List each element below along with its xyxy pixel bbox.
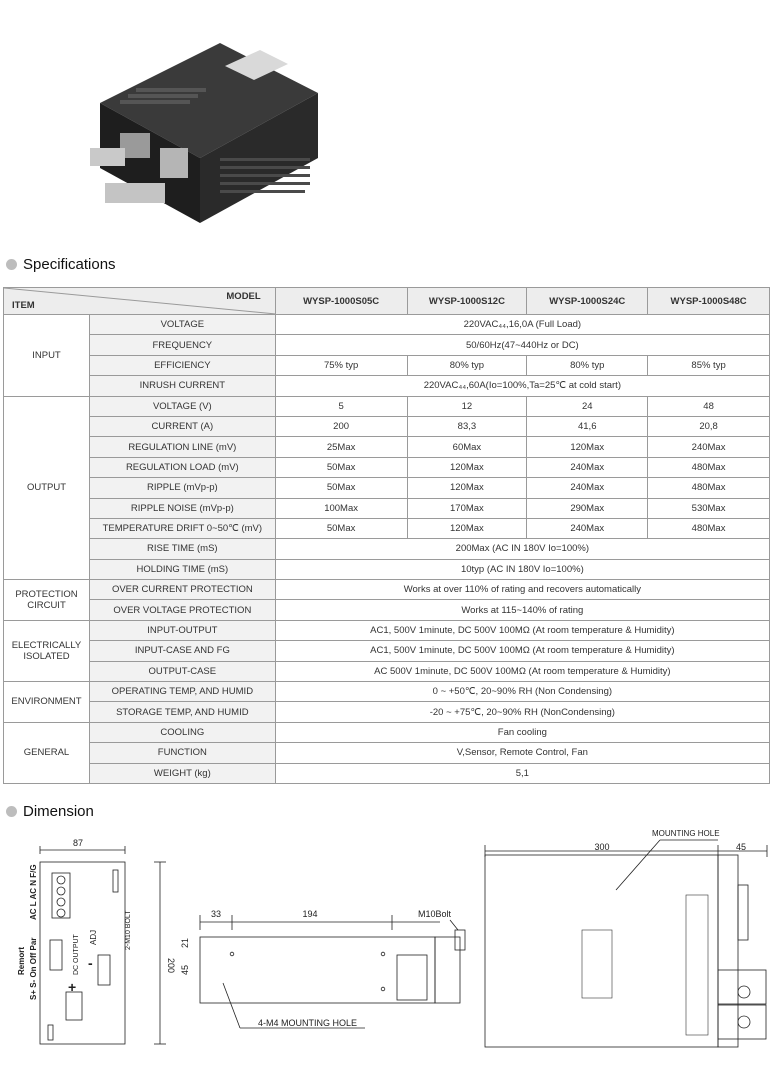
item-header: ITEM [12,300,35,311]
row-value: 50/60Hz(47~440Hz or DC) [275,335,769,355]
specifications-title: Specifications [23,256,116,273]
cell: 50Max [275,478,407,498]
front-remote-sub: S+ S- On Off Par [29,937,38,1000]
row-label: RISE TIME (mS) [89,539,275,559]
cell: 240Max [648,437,770,457]
group-protection: PROTECTION CIRCUIT [4,580,90,621]
cell: 240Max [527,478,648,498]
row-value: Works at 115~140% of rating [275,600,769,620]
cell: 200 [275,416,407,436]
cell: 50Max [275,518,407,538]
row-label: REGULATION LINE (mV) [89,437,275,457]
row-label: OUTPUT-CASE [89,661,275,681]
row-value: 0 ~ +50℃, 20~90% RH (Non Condensing) [275,682,769,702]
side-d33-label: 33 [210,909,222,919]
front-dc-output: DC OUTPUT [73,934,80,975]
row-label: COOLING [89,722,275,742]
front-view [40,846,166,1044]
row-label: HOLDING TIME (mS) [89,559,275,579]
cell: 480Max [648,478,770,498]
side-view [200,915,465,1028]
side-d45-label: 45 [180,964,190,975]
side-bolt-label: M10Bolt [418,909,452,919]
cell: 24 [527,396,648,416]
row-label: INRUSH CURRENT [89,376,275,396]
cell: 83,3 [407,416,527,436]
side-d21-label: 21 [180,937,190,948]
row-label: EFFICIENCY [89,355,275,375]
front-bolt-label: 2-M10 BOLT [125,910,132,950]
front-adj-label: ADJ [89,929,98,945]
front-remote-label: Remort [17,946,26,975]
cell: 20,8 [648,416,770,436]
row-label: INPUT-OUTPUT [89,620,275,640]
model-col-3: WYSP-1000S24C [527,288,648,315]
cell: 48 [648,396,770,416]
cell: 25Max [275,437,407,457]
cell: 120Max [527,437,648,457]
cell: 12 [407,396,527,416]
row-label: OVER VOLTAGE PROTECTION [89,600,275,620]
cell: 240Max [527,457,648,477]
top-d45-label: 45 [736,842,747,852]
dimension-title: Dimension [23,803,94,820]
top-d300-label: 300 [594,842,610,852]
row-label: CURRENT (A) [89,416,275,436]
group-environment: ENVIRONMENT [4,682,90,723]
cell: 530Max [648,498,770,518]
row-value: 5,1 [275,763,769,783]
row-label: OPERATING TEMP, AND HUMID [89,682,275,702]
row-label: TEMPERATURE DRIFT 0~50℃ (mV) [89,518,275,538]
model-col-4: WYSP-1000S48C [648,288,770,315]
row-label: INPUT-CASE AND FG [89,641,275,661]
group-general: GENERAL [4,722,90,783]
group-output: OUTPUT [4,396,90,580]
top-view [485,840,767,1047]
row-value: -20 ~ +75℃, 20~90% RH (NonCondensing) [275,702,769,722]
cell: 170Max [407,498,527,518]
front-width-label: 87 [72,838,84,848]
front-plus-sign: + [68,979,77,995]
front-height-label: 200 [166,958,176,974]
cell: 85% typ [648,355,770,375]
row-value: 10typ (AC IN 180V Io=100%) [275,559,769,579]
row-label: FREQUENCY [89,335,275,355]
row-label: WEIGHT (kg) [89,763,275,783]
front-minus-sign: - [88,955,93,971]
cell: 80% typ [527,355,648,375]
row-label: FUNCTION [89,743,275,763]
cell: 480Max [648,518,770,538]
row-value: Works at over 110% of rating and recovers automatically [275,580,769,600]
group-isolated: ELECTRICALLY ISOLATED [4,620,90,681]
cell: 100Max [275,498,407,518]
side-d194-label: 194 [302,909,318,919]
model-header: MODEL [226,291,261,302]
cell: 5 [275,396,407,416]
top-hole-label: MOUNTING HOLE [652,829,720,838]
row-label: VOLTAGE [89,315,275,335]
cell: 60Max [407,437,527,457]
row-label: STORAGE TEMP, AND HUMID [89,702,275,722]
model-col-2: WYSP-1000S12C [407,288,527,315]
cell: 120Max [407,478,527,498]
row-label: REGULATION LOAD (mV) [89,457,275,477]
model-col-1: WYSP-1000S05C [275,288,407,315]
row-value: V,Sensor, Remote Control, Fan [275,743,769,763]
front-terminal-label: AC L AC N F/G [29,864,38,920]
top-vent-grid [582,895,708,1035]
row-value: AC1, 500V 1minute, DC 500V 100MΩ (At room temperature & Humidity) [275,620,769,640]
cell: 120Max [407,457,527,477]
row-value: 200Max (AC IN 180V Io=100%) [275,539,769,559]
side-hole-label: 4-M4 MOUNTING HOLE [258,1018,358,1028]
row-label: VOLTAGE (V) [89,396,275,416]
row-value: 220VAC₄₄,60A(Io=100%,Ta=25℃ at cold start) [275,376,769,396]
row-label: RIPPLE (mVp-p) [89,478,275,498]
row-value: AC 500V 1minute, DC 500V 100MΩ (At room temperature & Humidity) [275,661,769,681]
row-label: RIPPLE NOISE (mVp-p) [89,498,275,518]
row-label: OVER CURRENT PROTECTION [89,580,275,600]
row-value: AC1, 500V 1minute, DC 500V 100MΩ (At room temperature & Humidity) [275,641,769,661]
group-input: INPUT [4,315,90,397]
cell: 50Max [275,457,407,477]
cell: 240Max [527,518,648,538]
cell: 75% typ [275,355,407,375]
row-value: 220VAC₄₄,16,0A (Full Load) [275,315,769,335]
cell: 120Max [407,518,527,538]
cell: 480Max [648,457,770,477]
cell: 41,6 [527,416,648,436]
cell: 80% typ [407,355,527,375]
cell: 290Max [527,498,648,518]
row-value: Fan cooling [275,722,769,742]
